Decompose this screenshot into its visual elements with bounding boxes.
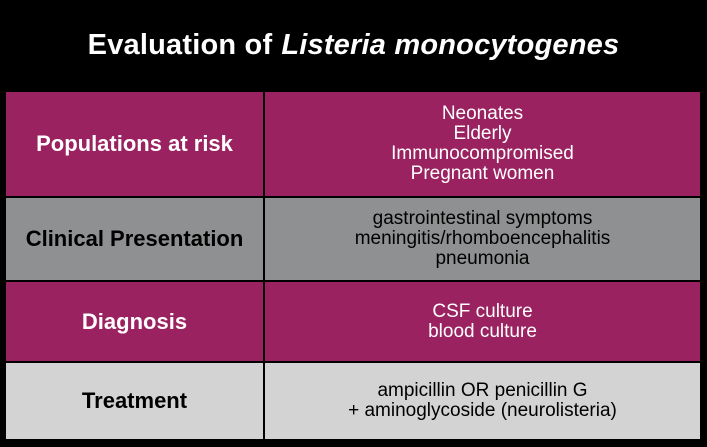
row-label-cell xyxy=(6,363,263,439)
content-line: + aminoglycoside (neurolisteria) xyxy=(348,400,617,421)
row-content-cell xyxy=(265,92,700,196)
content-line: meningitis/rhomboencephalitis xyxy=(354,228,611,249)
table-title xyxy=(0,0,707,90)
row-label-cell xyxy=(6,198,263,280)
content-line: CSF culture xyxy=(432,300,533,322)
row-label: Populations at risk xyxy=(36,131,233,156)
content-line: pneumonia xyxy=(435,248,530,269)
row-label-cell xyxy=(6,282,263,361)
content-line: Elderly xyxy=(453,123,512,144)
table-row-diagnosis xyxy=(6,282,700,361)
row-content-cell xyxy=(265,363,700,439)
content-line: Immunocompromised xyxy=(391,143,574,164)
row-content-cell xyxy=(265,198,700,280)
row-label-cell xyxy=(6,92,263,196)
table-row-clinical-presentation xyxy=(6,198,700,280)
row-label: Clinical Presentation xyxy=(25,226,244,251)
content-line: gastrointestinal symptoms xyxy=(372,208,593,229)
row-label: Diagnosis xyxy=(81,308,188,334)
content-line: Pregnant women xyxy=(410,163,555,184)
row-content-cell xyxy=(265,282,700,361)
table-row-treatment xyxy=(6,363,700,439)
title-prefix: Evaluation of xyxy=(87,28,273,61)
table-row-populations-at-risk xyxy=(6,92,700,196)
row-label: Treatment xyxy=(81,388,188,413)
title-organism: Listeria monocytogenes xyxy=(281,28,620,61)
content-line: Neonates xyxy=(441,103,524,124)
content-line: blood culture xyxy=(428,320,537,342)
content-line: ampicillin OR penicillin G xyxy=(377,380,588,401)
